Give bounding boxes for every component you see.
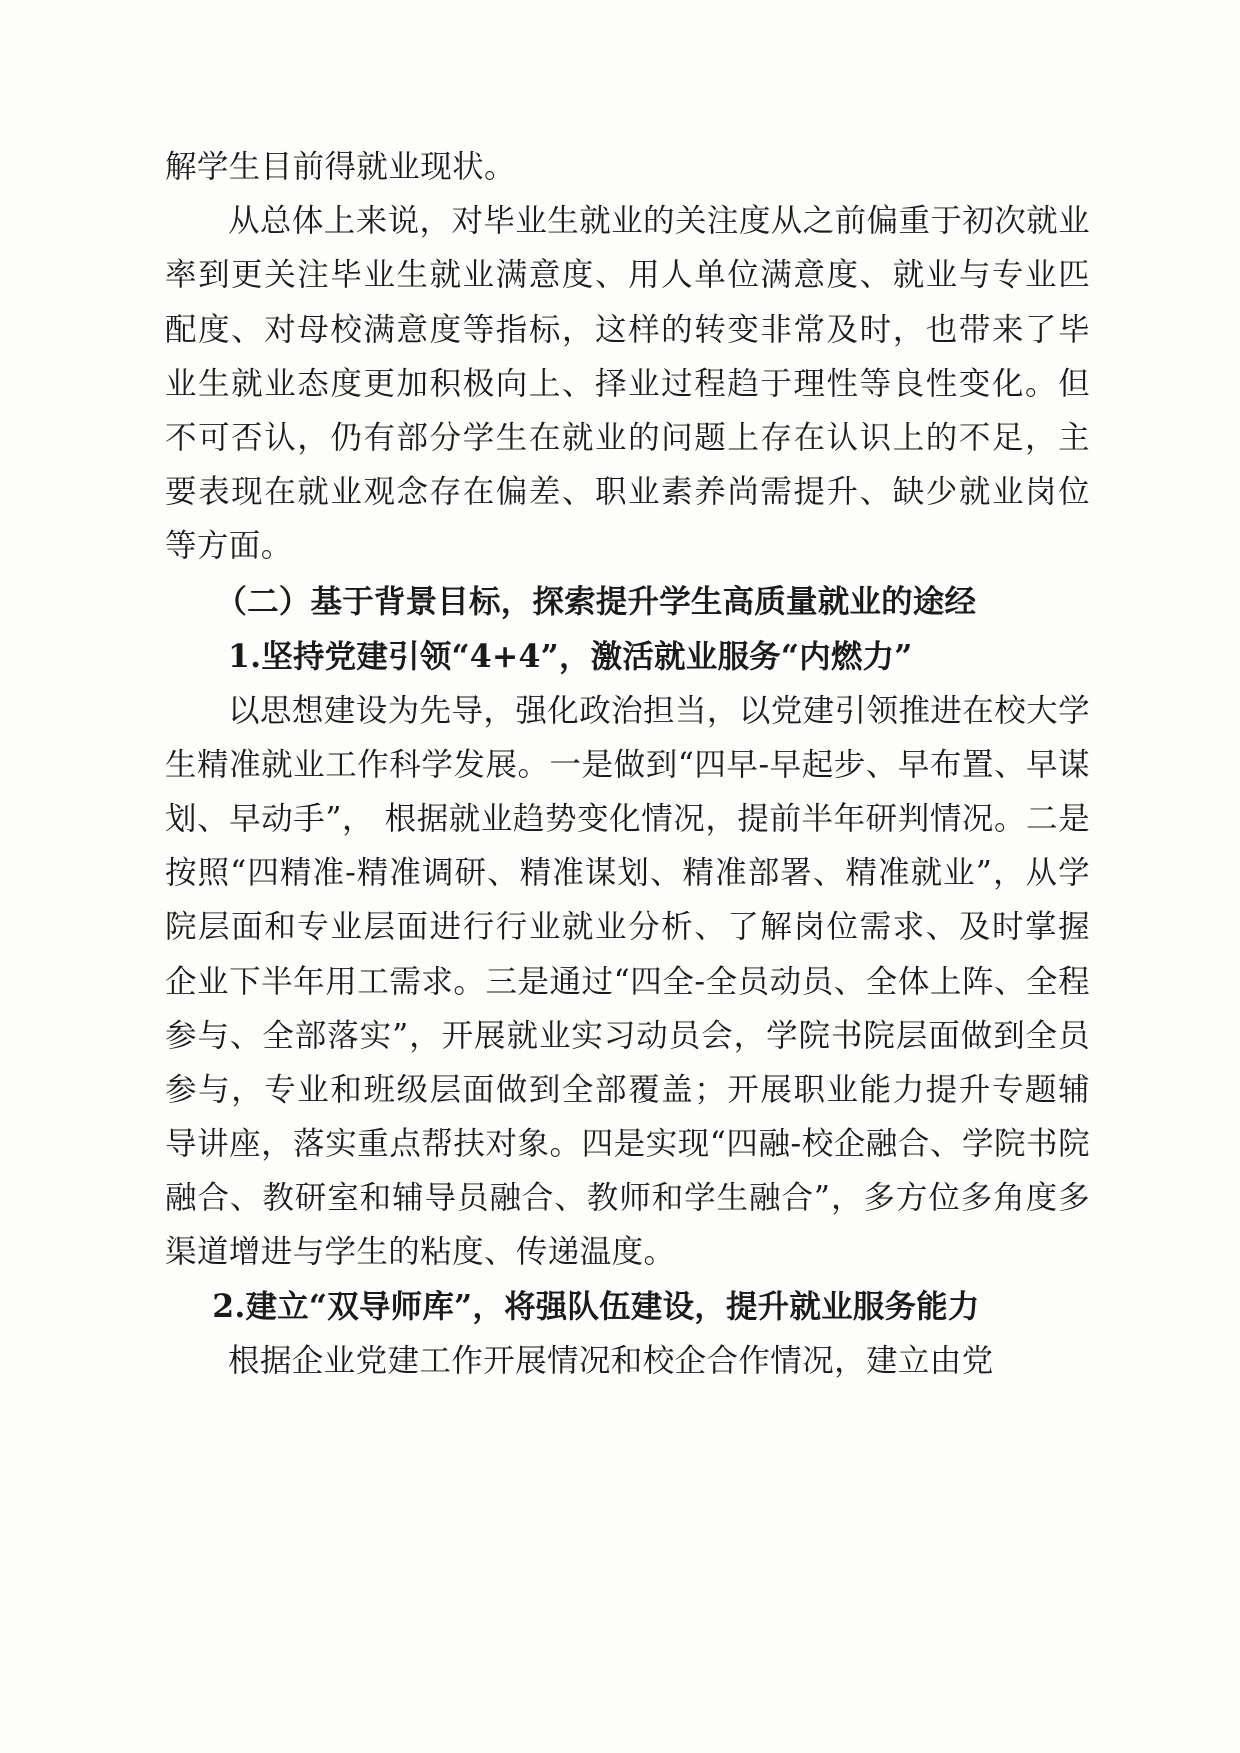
paragraph-item-one-body: 以思想建设为先导，强化政治担当，以党建引领推进在校大学生精准就业工作科学发展。一是做到“四早-早起步、早布置、早谋划、早动手”， 根据就业趋势变化情况，提前半年研判情况。二是按照“四精准-精准调研、精准谋划、精准部署、精准就业”，从学院层面和专业层面进行行业就业分析、了解岗位需求、及时掌握企业下半年用工需求。三是通过“四全-全员动员、全体上阵、全程参与、全部落实”，开展就业实习动员会，学院书院层面做到全员参与，专业和班级层面做到全部覆盖；开展职业能力提升专题辅导讲座，落实重点帮扶对象。四是实现“四融-校企融合、学院书院融合、教研室和辅导员融合、教师和学生融合”，多方位多角度多渠道增进与学生的粘度、传递温度。 bbox=[165, 692, 1090, 1271]
document-body bbox=[165, 140, 1090, 1388]
paragraph-continuation: 解学生目前得就业现状。 bbox=[165, 149, 516, 185]
paragraph-item-two-body: 根据企业党建工作开展情况和校企合作情况，建立由党 bbox=[228, 1342, 994, 1379]
heading-item-one: 1.坚持党建引领“4+4”，激活就业服务“内燃力” bbox=[228, 637, 913, 675]
heading-section-two: （二）基于背景目标，探索提升学生高质量就业的途经 bbox=[215, 583, 977, 621]
heading-item-two: 2.建立“双导师库”，将强队伍建设，提升就业服务能力 bbox=[212, 1287, 980, 1325]
paragraph-overview: 从总体上来说，对毕业生就业的关注度从之前偏重于初次就业率到更关注毕业生就业满意度、用人单位满意度、就业与专业匹配度、对母校满意度等指标，这样的转变非常及时，也带来了毕业生就业态度更加积极向上、择业过程趋于理性等良性变化。但不可否认，仍有部分学生在就业的问题上存在认识上的不足，主要表现在就业观念存在偏差、职业素养尚需提升、缺少就业岗位等方面。 bbox=[165, 203, 1090, 565]
